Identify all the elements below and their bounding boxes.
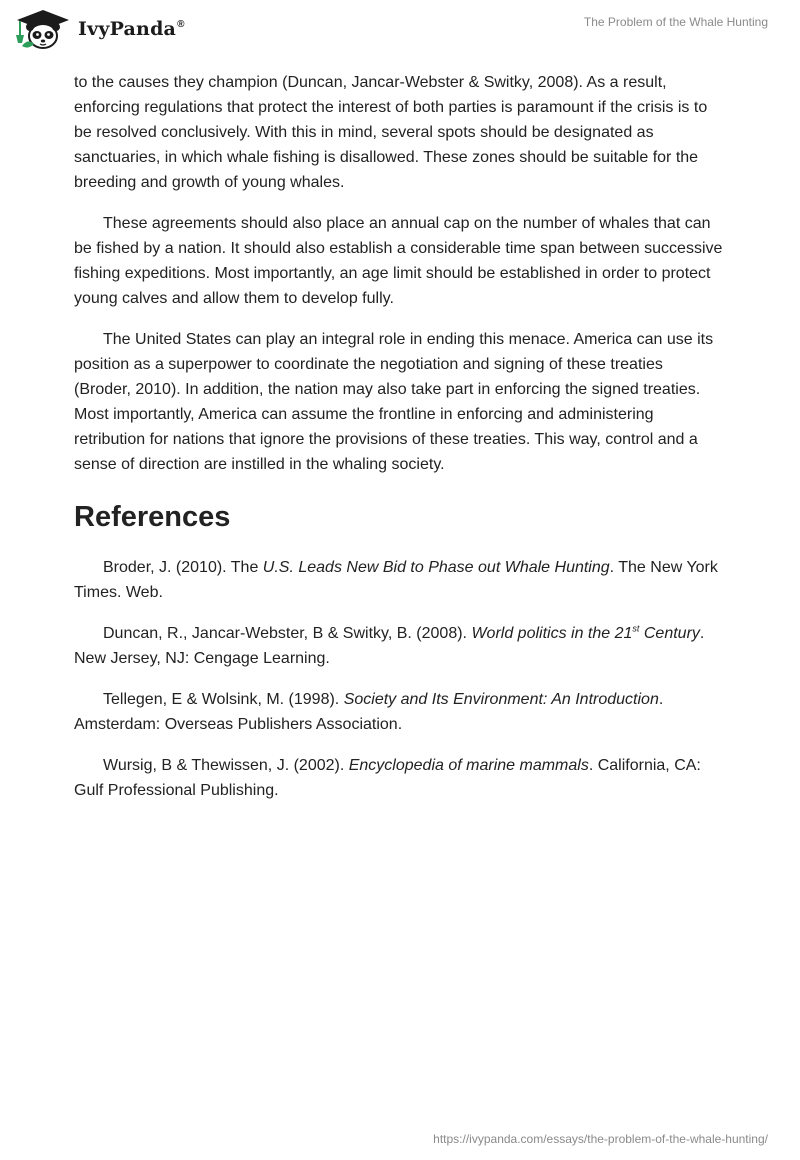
source-url[interactable]: https://ivypanda.com/essays/the-problem-of-the-whale-hunting/ xyxy=(433,1132,768,1146)
page-header xyxy=(0,0,800,64)
essay-content xyxy=(74,70,724,819)
body-paragraph-2: These agreements should also place an annual cap on the number of whales that can be fished by a nation. It should also establish a considerable time span between successive fishing expeditions. Most importantly, an age limit should be established in order to protect young calves and allow them to develop fully. xyxy=(74,215,723,307)
panda-graduate-icon xyxy=(14,8,72,50)
document-title: The Problem of the Whale Hunting xyxy=(583,15,768,29)
body-paragraph-1: to the causes they champion (Duncan, Jancar-Webster & Switky, 2008). As a result, enforcing regulations that protect the interest of both parties is paramount if the crisis is to be resolved conclusively. With this in mind, several spots should be designated as sanctuaries, in which whale fishing is disallowed. These zones should be suitable for the breeding and growth of young whales. xyxy=(74,74,708,191)
reference-item-broder: Broder, J. (2010). The U.S. Leads New Bid to Phase out Whale Hunting. The New York Times. Web. xyxy=(74,559,718,601)
reference-item-wursig: Wursig, B & Thewissen, J. (2002). Encyclopedia of marine mammals. California, CA: Gulf Professional Publishing. xyxy=(74,757,701,799)
body-paragraph-3: The United States can play an integral role in ending this menace. America can use its position as a superpower to coordinate the negotiation and signing of these treaties (Broder, 2010). In addition, the nation may also take part in enforcing the signed treaties. Most importantly, America can assume the frontline in enforcing and administering retribution for nations that ignore the provisions of these treaties. This way, control and a sense of direction are instilled in the whaling society. xyxy=(74,331,714,473)
references-heading: References xyxy=(74,501,231,533)
brand-logo[interactable] xyxy=(14,8,185,50)
registered-mark: ® xyxy=(177,19,185,31)
reference-item-tellegen: Tellegen, E & Wolsink, M. (1998). Society and Its Environment: An Introduction. Amsterdam: Overseas Publishers Association. xyxy=(74,691,664,733)
reference-item-duncan: Duncan, R., Jancar-Webster, B & Switky, B. (2008). World politics in the 21st Century. New Jersey, NJ: Cengage Learning. xyxy=(74,623,705,667)
brand-name: IvyPanda® xyxy=(78,17,185,40)
